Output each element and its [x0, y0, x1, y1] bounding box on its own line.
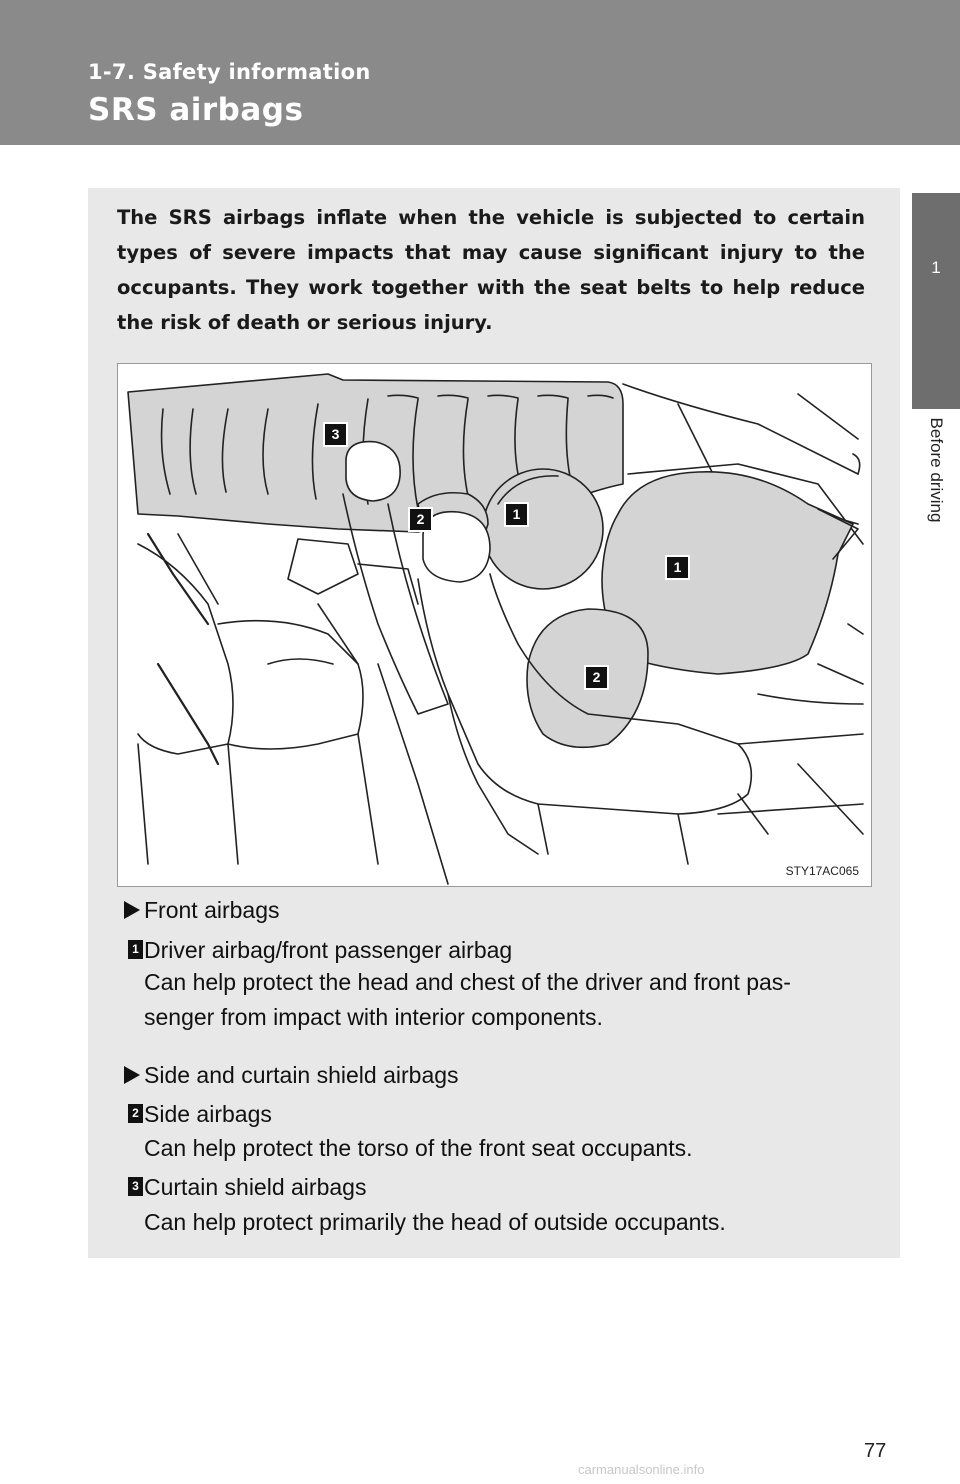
page-number: 77 [864, 1440, 887, 1462]
callout-1-left: 1 [506, 504, 527, 525]
section-label: 1-7. Safety information [88, 60, 371, 84]
item-3-badge: 3 [128, 1177, 143, 1196]
page-header [0, 0, 960, 145]
front-airbags-heading [124, 893, 280, 927]
item-1-desc-line2: senger from impact with interior components. [144, 1004, 603, 1030]
chapter-tab [912, 193, 960, 409]
front-airbags-label: Front airbags [144, 897, 280, 923]
item-3-desc: Can help protect primarily the head of outside occupants. [144, 1209, 726, 1235]
page-title: SRS airbags [88, 92, 304, 128]
callout-2-upper: 2 [410, 509, 431, 530]
side-airbags-label: Side and curtain shield airbags [144, 1062, 459, 1088]
intro-paragraph: The SRS airbags inflate when the vehicle is subjected to certain types of severe impacts that may cause significant injury to the occupants. They work together with the seat belts to help reduce the risk of death or serious injury. [117, 206, 865, 334]
cabin-line-drawing [118, 364, 872, 887]
arrow-right-icon [124, 1066, 140, 1084]
callout-2-lower: 2 [586, 667, 607, 688]
arrow-right-icon [124, 901, 140, 919]
figure-code: STY17AC065 [785, 864, 859, 878]
watermark: carmanualsonline.info [578, 1462, 705, 1477]
item-1-desc-line1: Can help protect the head and chest of the driver and front pas- [144, 969, 791, 995]
item-1-title: Driver airbag/front passenger airbag [144, 937, 513, 963]
item-3-title: Curtain shield airbags [144, 1174, 367, 1200]
airbag-illustration [117, 363, 872, 887]
item-1-badge: 1 [128, 940, 143, 959]
callout-1-right: 1 [667, 557, 688, 578]
item-2-title: Side airbags [144, 1101, 272, 1127]
chapter-label: Before driving [927, 417, 946, 523]
side-airbags-heading [124, 1058, 459, 1092]
chapter-number: 1 [931, 258, 941, 277]
item-2-desc: Can help protect the torso of the front seat occupants. [144, 1135, 693, 1161]
callout-3: 3 [325, 424, 346, 445]
item-2-badge: 2 [128, 1104, 143, 1123]
